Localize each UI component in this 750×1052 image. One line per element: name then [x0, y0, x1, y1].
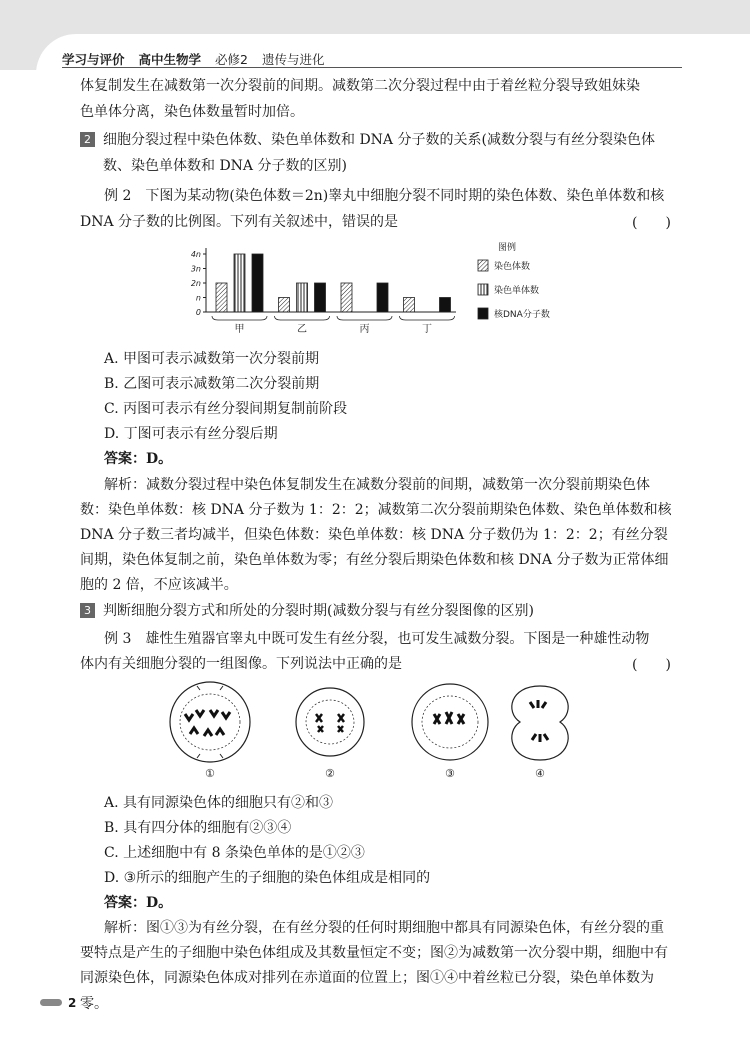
example-3-answer-blank: ( )	[632, 657, 671, 673]
example-2-analysis-2: 数：染色单体数：核 DNA 分子数为 1：2：2；减数第二次分裂前期染色体数、染色单体数和核	[80, 502, 672, 518]
example-2-answer: 答案：D。	[104, 451, 173, 467]
section-2-line-2: 数、染色单体数和 DNA 分子数的区别)	[103, 158, 347, 174]
category-label: 丁	[422, 324, 432, 335]
cell-3	[412, 684, 488, 760]
bar-丙-0	[341, 283, 352, 312]
y-tick-label: 0	[195, 308, 201, 317]
intro-line-1: 体复制发生在减数第一次分裂前的间期。减数第二次分裂过程中由于着丝粒分裂导致姐妹染	[80, 78, 640, 94]
category-label: 甲	[234, 324, 245, 335]
bar-丁-2	[440, 298, 451, 313]
section-3-number: 3	[80, 603, 95, 618]
example-2-analysis-4: 间期，染色体复制之前，染色单体数为零；有丝分裂后期染色体数和核 DNA 分子数为正常体细	[80, 552, 669, 568]
header-rule	[62, 67, 682, 68]
example-3-option-b: B. 具有四分体的细胞有②③④	[104, 820, 292, 836]
legend-swatch-0	[478, 260, 488, 271]
bar-甲-1	[234, 254, 245, 312]
example-2-analysis-1: 解析：减数分裂过程中染色体复制发生在减数分裂前的间期，减数第一次分裂前期染色体	[104, 477, 650, 493]
bar-丙-2	[377, 283, 388, 312]
section-2-number: 2	[80, 132, 95, 147]
section-3-heading	[80, 598, 680, 624]
bar-甲-2	[252, 254, 263, 312]
example-2-option-a: A. 甲图可表示减数第一次分裂前期	[104, 351, 320, 367]
cell-label-3: ③	[445, 767, 455, 780]
example-3-option-c: C. 上述细胞中有 8 条染色单体的是①②③	[104, 845, 365, 861]
example-2-answer-blank: ( )	[632, 215, 671, 231]
cell-division-figures	[150, 680, 590, 780]
cell-label-2: ②	[325, 767, 335, 780]
legend-swatch-1	[478, 284, 488, 295]
legend-title: 图例	[498, 243, 517, 253]
bar-chart	[180, 236, 590, 340]
example-3-line-1: 例 3 雄性生殖器官睾丸中既可发生有丝分裂，也可发生减数分裂。下图是一种雄性动物	[104, 631, 650, 647]
cell-label-1: ①	[205, 767, 215, 780]
example-3-analysis-3: 同源染色体，同源染色体成对排列在赤道面的位置上；图①④中着丝粒已分裂，染色单体数为零。	[80, 970, 654, 1012]
example-3-analysis-1: 解析：图①③为有丝分裂，在有丝分裂的任何时期细胞中都具有同源染色体，有丝分裂的重	[104, 920, 664, 936]
category-label: 丙	[359, 324, 370, 335]
example-3-option-d: D. ③所示的细胞产生的子细胞的染色体组成是相同的	[104, 870, 431, 886]
section-2-heading	[80, 127, 680, 153]
example-2-analysis-5: 胞的 2 倍，不应该减半。	[80, 577, 238, 593]
category-bracket	[337, 316, 392, 320]
category-label: 乙	[297, 324, 307, 335]
example-3-option-a: A. 具有同源染色体的细胞只有②和③	[104, 795, 334, 811]
example-2-line-1: 例 2 下图为某动物(染色体数＝2n)睾丸中细胞分裂不同时期的染色体数、染色单体数和核	[104, 188, 665, 204]
category-bracket	[400, 316, 455, 320]
example-2-option-d: D. 丁图可表示有丝分裂后期	[104, 426, 278, 442]
running-header	[62, 50, 339, 68]
legend-swatch-2	[478, 308, 488, 319]
example-2-line-2: DNA 分子数的比例图。下列有关叙述中，错误的是	[80, 214, 399, 230]
y-tick-label: 4n	[190, 250, 201, 259]
cell-label-4: ④	[535, 767, 545, 780]
category-bracket	[212, 316, 267, 320]
example-2-option-b: B. 乙图可表示减数第二次分裂前期	[104, 376, 320, 392]
header-subject: 高中生物学	[138, 52, 202, 67]
section-2-line-1: 细胞分裂过程中染色体数、染色单体数和 DNA 分子数的关系(减数分裂与有丝分裂染色体	[103, 132, 655, 148]
bar-乙-1	[297, 283, 308, 312]
example-3-line-2: 体内有关细胞分裂的一组图像。下列说法中正确的是	[80, 656, 402, 672]
y-tick-label: 2n	[190, 279, 201, 288]
legend-label-2: 核DNA分子数	[494, 310, 550, 320]
header-book: 学习与评价	[62, 52, 125, 67]
page-number: 2	[68, 996, 77, 1010]
example-3-answer: 答案：D。	[104, 895, 173, 911]
bar-乙-2	[315, 283, 326, 312]
cell-2	[296, 688, 364, 756]
y-tick-label: 3n	[190, 264, 201, 274]
y-tick-label: n	[195, 293, 201, 303]
bar-甲-0	[216, 283, 227, 312]
example-2-analysis-3: DNA 分子数三者均减半，但染色体数：染色单体数：核 DNA 分子数仍为 1：2：2；有丝分裂	[80, 527, 668, 543]
header-title: 遗传与进化	[261, 52, 325, 67]
intro-line-2: 色单体分离，染色体数量暂时加倍。	[80, 104, 304, 120]
cell-1	[170, 682, 250, 762]
legend-label-1: 染色单体数	[494, 286, 540, 296]
page-footer	[40, 996, 76, 1010]
header-volume: 必修2	[215, 52, 248, 67]
section-3-line: 判断细胞分裂方式和所处的分裂时期(减数分裂与有丝分裂图像的区别)	[103, 603, 534, 619]
legend-label-0: 染色体数	[494, 262, 531, 272]
example-2-option-c: C. 丙图可表示有丝分裂间期复制前阶段	[104, 401, 348, 417]
example-3-analysis-2: 要特点是产生的子细胞中染色体组成及其数量恒定不变；图②为减数第一次分裂中期，细胞中有	[80, 945, 668, 961]
category-bracket	[275, 316, 330, 320]
footer-bar	[40, 999, 62, 1006]
bar-丁-0	[404, 298, 415, 313]
cell-4	[512, 686, 568, 760]
bar-乙-0	[279, 298, 290, 313]
